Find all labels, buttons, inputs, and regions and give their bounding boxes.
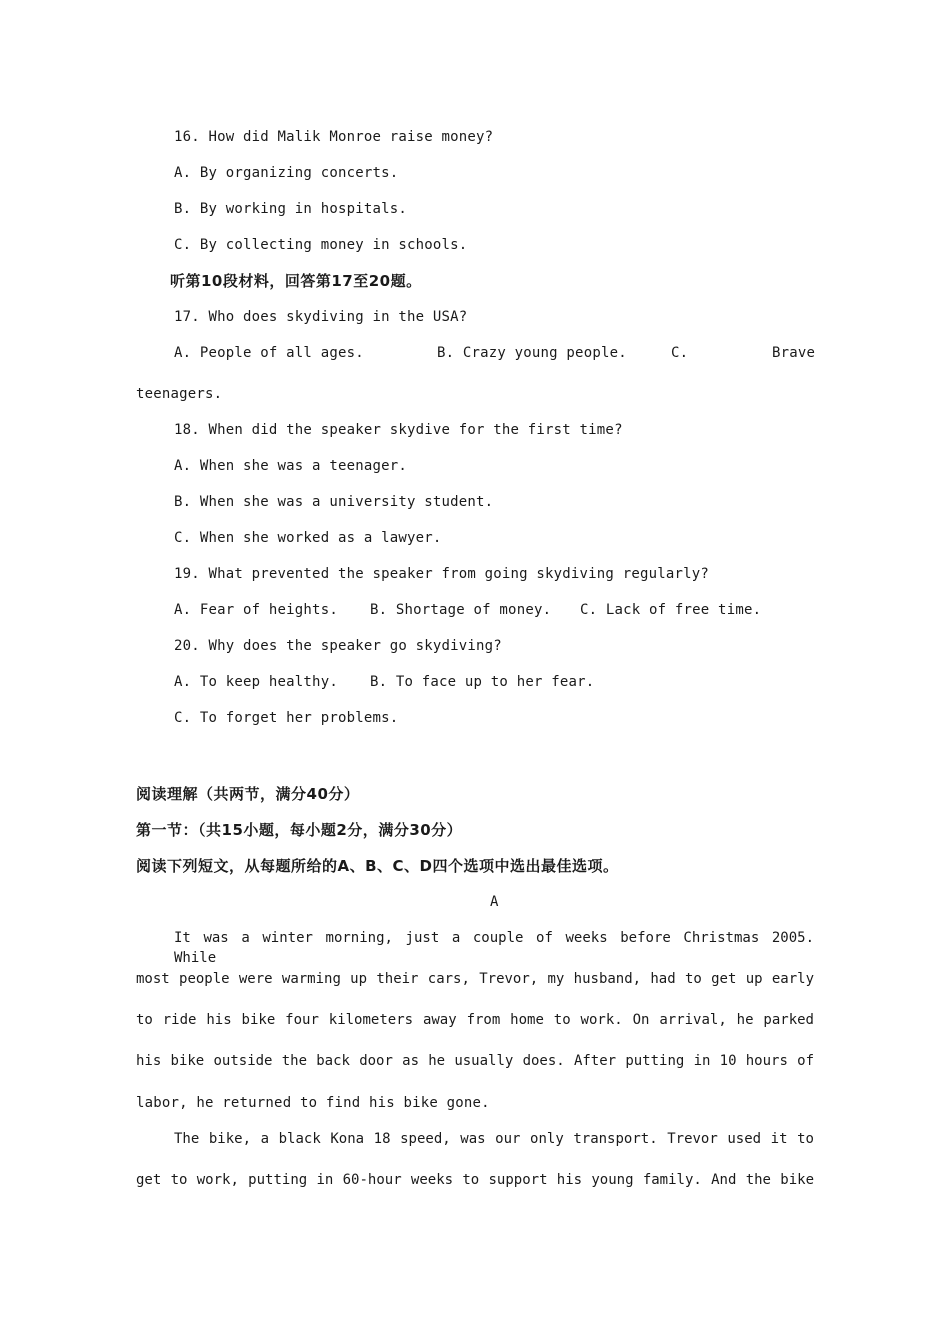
q16-option-b: B. By working in hospitals. — [174, 201, 407, 217]
question-18: 18. When did the speaker skydive for the first time? — [174, 422, 623, 438]
q20-option-b: B. To face up to her fear. — [370, 674, 595, 690]
paragraph-1-line-1: It was a winter morning, just a couple of weeks before Christmas 2005. While — [174, 930, 814, 966]
q20-option-c: C. To forget her problems. — [174, 710, 399, 726]
q19-option-b: B. Shortage of money. — [370, 602, 552, 618]
q17-option-a: A. People of all ages. — [174, 345, 364, 361]
q18-option-b: B. When she was a university student. — [174, 494, 494, 510]
paragraph-1-line-4: his bike outside the back door as he usually does. After putting in 10 hours of — [136, 1053, 814, 1069]
paragraph-2-line-1: The bike, a black Kona 18 speed, was our only transport. Trevor used it to — [174, 1131, 814, 1147]
question-19: 19. What prevented the speaker from going skydiving regularly? — [174, 566, 709, 582]
q20-option-a: A. To keep healthy. — [174, 674, 338, 690]
listening-instruction-10: 听第10段材料，回答第17至20题。 — [170, 272, 422, 290]
reading-part-title: 第一节：（共15小题，每小题2分，满分30分） — [136, 821, 463, 839]
q16-option-a: A. By organizing concerts. — [174, 165, 399, 181]
q18-option-c: C. When she worked as a lawyer. — [174, 530, 442, 546]
q16-option-c: C. By collecting money in schools. — [174, 237, 468, 253]
paragraph-1-line-2: most people were warming up their cars, Trevor, my husband, had to get up early — [136, 971, 814, 987]
question-17: 17. Who does skydiving in the USA? — [174, 309, 468, 325]
paragraph-1-line-3: to ride his bike four kilometers away from home to work. On arrival, he parked — [136, 1012, 814, 1028]
q18-option-a: A. When she was a teenager. — [174, 458, 407, 474]
paragraph-2-line-2: get to work, putting in 60-hour weeks to support his young family. And the bike — [136, 1172, 814, 1188]
q17-option-b: B. Crazy young people. — [437, 345, 627, 361]
passage-label: A — [490, 894, 499, 910]
paragraph-1-line-5: labor, he returned to find his bike gone. — [136, 1095, 490, 1111]
question-20: 20. Why does the speaker go skydiving? — [174, 638, 502, 654]
q19-option-c: C. Lack of free time. — [580, 602, 762, 618]
q19-option-a: A. Fear of heights. — [174, 602, 338, 618]
reading-section-title: 阅读理解（共两节，满分40分） — [136, 785, 360, 803]
q17-option-c-word: Brave — [772, 345, 816, 361]
q17-option-c-continuation: teenagers. — [136, 386, 223, 402]
reading-instruction: 阅读下列短文，从每题所给的A、B、C、D四个选项中选出最佳选项。 — [136, 857, 619, 875]
question-16: 16. How did Malik Monroe raise money? — [174, 129, 494, 145]
q17-option-c-prefix: C. — [671, 345, 689, 361]
